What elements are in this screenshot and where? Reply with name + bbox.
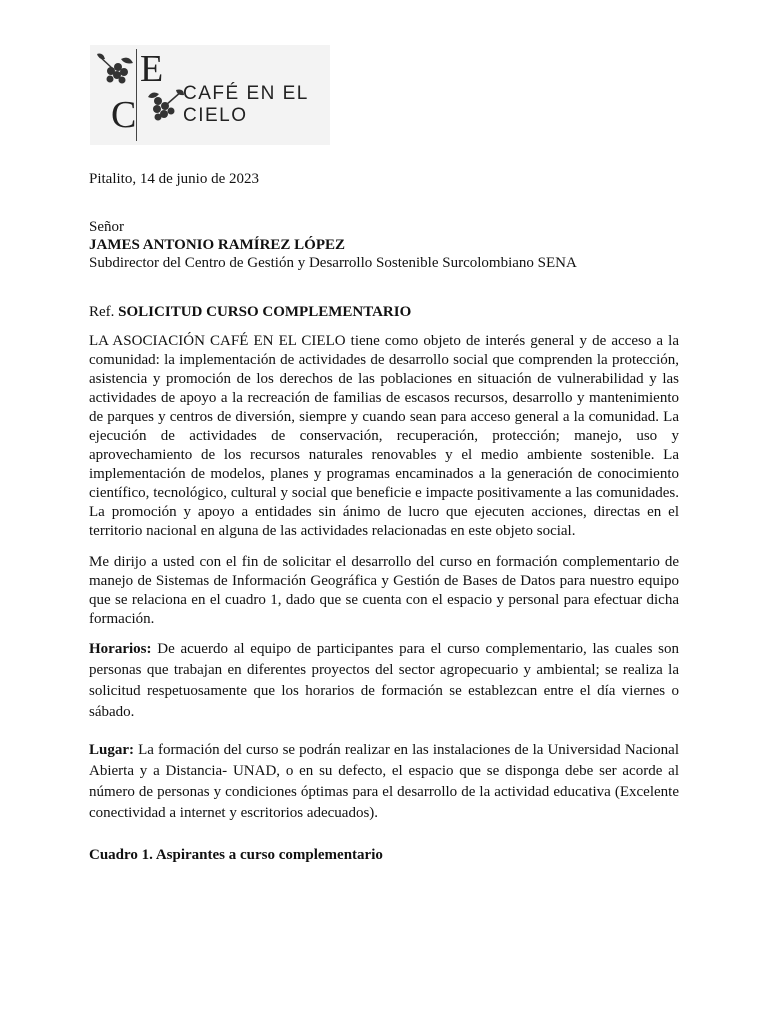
horarios-text: De acuerdo al equipo de participantes para el curso complementario, las cuales son personas que trabajan en diferentes proyectos del sector agropecuario y ambiental; se realiza la solicitud respetuosamente que los horarios de formación se establezcan entre el día viernes o sábado. bbox=[89, 641, 679, 720]
lugar-text: La formación del curso se podrán realizar en las instalaciones de la Universidad Nacional Abierta y a Distancia- UNAD, o en su defecto, el espacio que se disponga debe ser acorde al número de personas y condiciones óptimas para el desarrollo de la actividad educativa (Excelente conectividad a internet y escritorios adecuados). bbox=[89, 742, 679, 821]
recipient-name bbox=[89, 236, 679, 255]
logo-brand-name: CAFÉ EN EL CIELO bbox=[183, 83, 309, 126]
place-date: Pitalito, 14 de junio de 2023 bbox=[89, 171, 259, 187]
paragraph-horarios bbox=[89, 639, 679, 723]
horarios-label: Horarios: bbox=[89, 641, 152, 657]
company-logo bbox=[90, 45, 330, 145]
reference-line bbox=[89, 303, 679, 322]
recipient-title: Subdirector del Centro de Gestión y Desarrollo Sostenible Surcolombiano SENA bbox=[89, 255, 577, 271]
table-caption bbox=[89, 846, 679, 865]
recipient-name-text: JAMES ANTONIO RAMÍREZ LÓPEZ bbox=[89, 237, 346, 253]
paragraph-lugar bbox=[89, 740, 679, 824]
paragraph-objeto: LA ASOCIACIÓN CAFÉ EN EL CIELO tiene como objeto de interés general y de acceso a la comunidad: la implementación de actividades de desarrollo social que comprenden la protección, asistencia y promoción de los derechos de las poblaciones en situación de vulnerabilidad y las actividades de apoyo a la recreación de familias de escasos recursos, desarrollo y mantenimiento de parques y centros de diversión, siempre y cuando sean para acceso general a la comunidad. La ejecución de actividades de conservación, recuperación, protección; manejo, uso y aprovechamiento de los recursos naturales renovables y el medio ambiente sostenible. La implementación de modelos, planes y programas encaminados a la generación de conocimiento científico, tecnológico, cultural y social que beneficie e impacte positivamente a las comunidades. La promoción y apoyo a entidades sin ánimo de lucro que ejecuten acciones, directas en el territorio nacional en alguna de las actividades relacionadas en este objeto social. bbox=[89, 333, 679, 539]
salutation: Señor bbox=[89, 219, 124, 235]
logo-letter-c: C bbox=[111, 94, 137, 136]
table-caption-text: Cuadro 1. Aspirantes a curso complementario bbox=[89, 847, 383, 863]
coffee-branch-icon bbox=[146, 87, 186, 127]
lugar-label: Lugar: bbox=[89, 742, 134, 758]
ref-label: Ref. bbox=[89, 304, 115, 320]
paragraph-solicitud: Me dirijo a usted con el fin de solicitar el desarrollo del curso en formación complementario de manejo de Sistemas de Información Geográfica y Gestión de Bases de Datos para nuestro equipo que se relaciona en el cuadro 1, dado que se cuenta con el espacio y personal para efectuar dicha formación. bbox=[89, 554, 679, 627]
logo-letter-e: E bbox=[140, 48, 164, 90]
ref-subject: SOLICITUD CURSO COMPLEMENTARIO bbox=[118, 304, 412, 320]
coffee-branch-icon bbox=[95, 51, 135, 89]
